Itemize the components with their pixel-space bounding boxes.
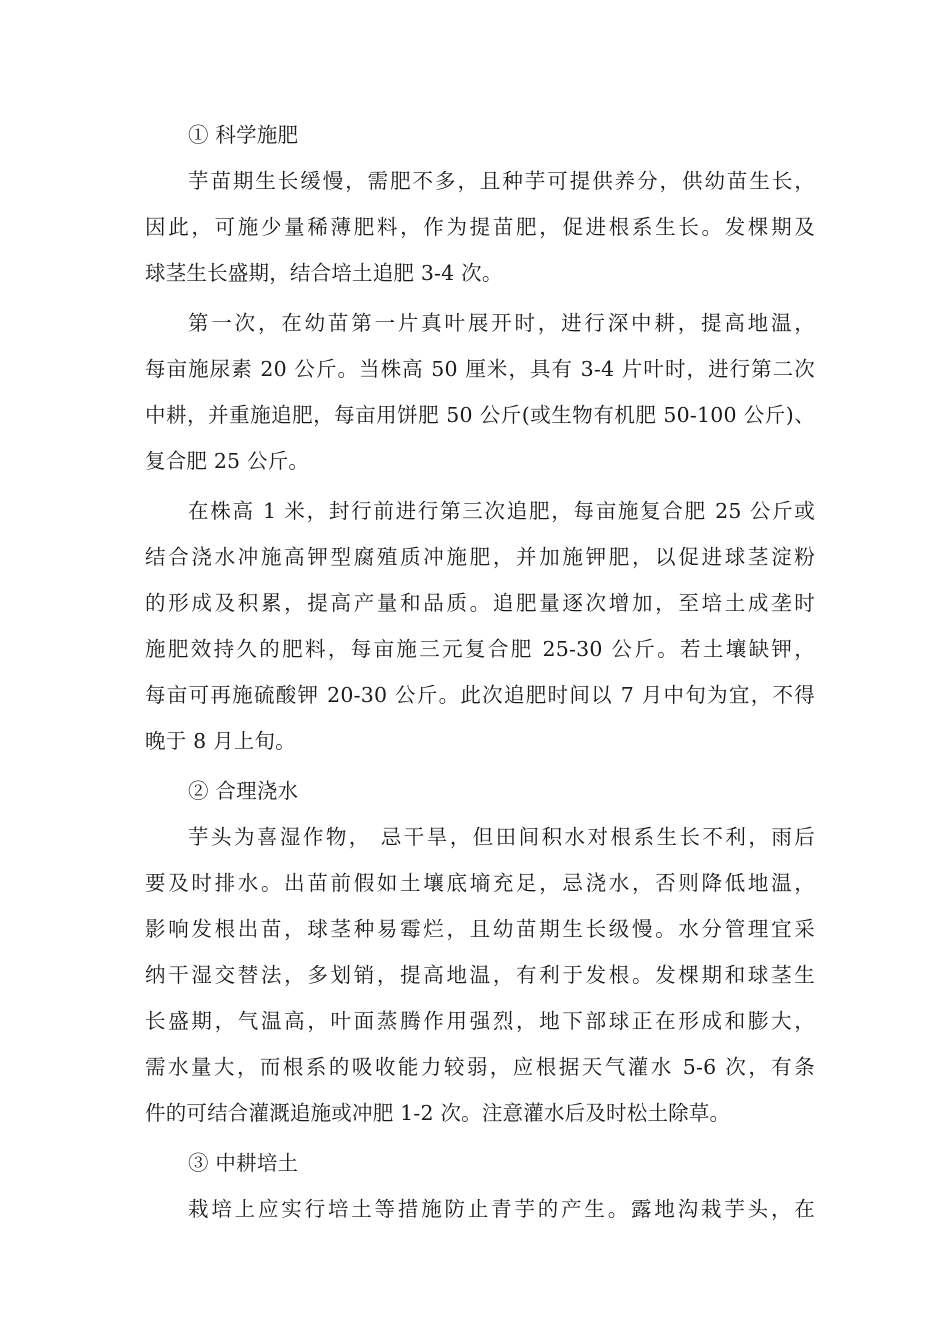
text-line: 复合肥 25 公斤。 (145, 449, 310, 473)
text-line: 在株高 1 米，封行前进行第三次追肥，每亩施复合肥 25 公斤或 (188, 499, 815, 523)
text-line: 件的可结合灌溉追施或冲肥 1-2 次。注意灌水后及时松土除草。 (145, 1101, 731, 1125)
text-line: 施肥效持久的肥料，每亩施三元复合肥 25-30 公斤。若土壤缺钾， (145, 637, 815, 661)
text-line: 球茎生长盛期，结合培土追肥 3-4 次。 (145, 261, 503, 285)
text-line: 因此，可施少量稀薄肥料，作为提苗肥，促进根系生长。发棵期及 (145, 215, 815, 239)
text-line: 中耕，并重施追肥，每亩用饼肥 50 公斤(或生物有机肥 50-100 公斤)、 (145, 403, 815, 427)
text-line: 晚于 8 月上旬。 (145, 729, 296, 753)
text-line: 影响发根出苗，球茎种易霉烂，且幼苗期生长级慢。水分管理宜采 (145, 917, 815, 941)
text-line: 每亩施尿素 20 公斤。当株高 50 厘米，具有 3-4 片叶时，进行第二次 (145, 357, 815, 381)
text-line: 的形成及积累，提高产量和品质。追肥量逐次增加，至培土成垄时 (145, 591, 815, 615)
text-line: 芋头为喜湿作物， 忌干旱，但田间积水对根系生长不利，雨后 (188, 825, 815, 849)
text-line: 长盛期，气温高，叶面蒸腾作用强烈，地下部球正在形成和膨大， (145, 1009, 815, 1033)
text-line: 纳干湿交替法，多划销，提高地温，有利于发根。发棵期和球茎生 (145, 963, 815, 987)
paragraph (145, 488, 815, 764)
text-line: 要及时排水。出苗前假如土壤底墒充足，忌浇水，否则降低地温， (145, 871, 815, 895)
section-heading-watering: ② 合理浇水 (188, 779, 299, 803)
paragraph (145, 1186, 815, 1232)
text-line: 每亩可再施硫酸钾 20-30 公斤。此次追肥时间以 7 月中旬为宜，不得 (145, 683, 815, 707)
paragraph (145, 300, 815, 484)
text-line: 栽培上应实行培土等措施防止青芋的产生。露地沟栽芋头，在 (188, 1197, 815, 1221)
section-heading-cultivating: ③ 中耕培土 (188, 1151, 299, 1175)
text-line: 需水量大，而根系的吸收能力较弱，应根据天气灌水 5-6 次，有条 (145, 1055, 815, 1079)
document-body (145, 112, 815, 1232)
paragraph (145, 158, 815, 296)
text-line: 结合浇水冲施高钾型腐殖质冲施肥，并加施钾肥，以促进球茎淀粉 (145, 545, 815, 569)
text-line: 芋苗期生长缓慢，需肥不多，且种芋可提供养分，供幼苗生长， (188, 169, 815, 193)
paragraph (145, 814, 815, 1136)
section-heading-fertilizing: ① 科学施肥 (188, 123, 299, 147)
text-line: 第一次，在幼苗第一片真叶展开时，进行深中耕，提高地温， (188, 311, 815, 335)
